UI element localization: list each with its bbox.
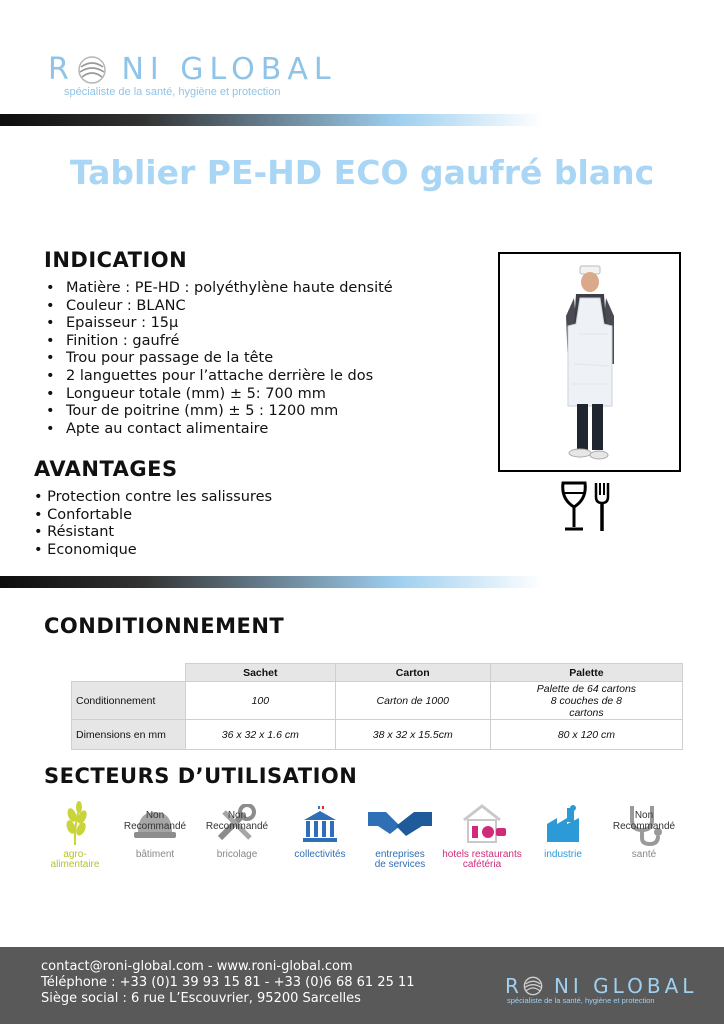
list-item: • Protection contre les salissures <box>34 489 273 505</box>
table-cell: Carton de 1000 <box>335 682 490 720</box>
header-logo <box>48 52 368 102</box>
apron-person-illustration <box>500 254 679 470</box>
footer-address: Siège social : 6 rue L’Escouvrier, 95200 Sarcelles <box>41 991 361 1006</box>
middle-divider-band <box>0 576 724 588</box>
factory-icon <box>543 804 583 844</box>
product-photo <box>498 252 681 472</box>
table-corner <box>72 664 186 682</box>
food-contact-glass-fork-icon <box>560 481 614 533</box>
list-item: • 2 languettes pour l’attache derrière le dos <box>44 368 484 386</box>
logo-tagline: spécialiste de la santé, hygiène et protection <box>64 86 281 98</box>
avantages-list <box>34 489 394 559</box>
sector-agro-alimentaire <box>35 800 115 870</box>
list-item: • Résistant <box>34 524 115 541</box>
top-divider-band <box>0 114 724 126</box>
list-item: • Tour de poitrine (mm) ± 5 : 1200 mm <box>44 403 484 421</box>
footer-contact <box>41 959 415 1007</box>
footer-phone: Téléphone : +33 (0)1 39 93 15 81 - +33 (0)6 68 61 25 11 <box>41 975 415 990</box>
non-recommande-label: Non Recommandé <box>123 810 187 832</box>
table-row <box>72 682 683 720</box>
sector-label: bâtiment <box>135 849 175 860</box>
sector-entreprises-de-services <box>360 800 440 870</box>
list-item: • Confortable <box>34 506 133 523</box>
column-header: Carton <box>335 664 490 682</box>
list-item: • Economique <box>34 541 137 558</box>
indication-heading: INDICATION <box>44 248 188 272</box>
sector-label: collectivités <box>294 849 346 860</box>
table-header-row <box>72 664 683 682</box>
table-cell: 38 x 32 x 15.5cm <box>335 720 490 750</box>
list-item: • Epaisseur : 15µ <box>44 315 484 333</box>
footer-logo-tagline: spécialiste de la santé, hygiène et protection <box>507 996 655 1005</box>
footer-email-web: contact@roni-global.com - www.roni-global.com <box>41 959 353 974</box>
table-cell: 36 x 32 x 1.6 cm <box>186 720 336 750</box>
footer-logo-wordmark: R NI GLOBAL <box>505 974 698 998</box>
sector-industrie <box>523 800 603 860</box>
sector-bricolage <box>197 800 277 860</box>
non-recommande-label: Non Recommandé <box>612 810 676 832</box>
avantages-heading: AVANTAGES <box>34 457 178 481</box>
column-header: Palette <box>490 664 682 682</box>
sector-label: industrie <box>544 849 582 860</box>
secteurs-heading: SECTEURS D’UTILISATION <box>44 764 358 788</box>
sector-batiment <box>115 800 195 860</box>
sector-label: entreprises de services <box>374 849 426 870</box>
table-cell: Palette de 64 cartons 8 couches de 8 cartons <box>490 682 682 720</box>
hotel-restaurant-icon <box>454 802 510 846</box>
list-item: • Finition : gaufré <box>44 333 484 351</box>
wheat-icon <box>60 801 90 847</box>
sector-label: hotels restaurants cafétéria <box>442 849 522 870</box>
table-row <box>72 720 683 750</box>
sector-label: bricolage <box>216 849 258 860</box>
list-item: • Matière : PE-HD : polyéthylène haute densité <box>44 280 484 298</box>
footer-logo <box>505 974 705 1014</box>
list-item: • Longueur totale (mm) ± 5: 700 mm <box>44 386 484 404</box>
page-footer <box>0 947 724 1024</box>
table-cell: 80 x 120 cm <box>490 720 682 750</box>
sector-collectivites <box>280 800 360 860</box>
page-title: Tablier PE-HD ECO gaufré blanc <box>69 153 655 192</box>
handshake-icon <box>366 804 434 844</box>
list-item: • Apte au contact alimentaire <box>44 421 484 439</box>
sector-label: agro- alimentaire <box>50 849 100 870</box>
sector-hotels-restaurants <box>442 800 522 870</box>
conditionnement-table <box>71 663 683 750</box>
conditionnement-heading: CONDITIONNEMENT <box>44 614 285 638</box>
row-header: Dimensions en mm <box>72 720 186 750</box>
indication-list <box>44 280 484 438</box>
row-header: Conditionnement <box>72 682 186 720</box>
list-item: • Trou pour passage de la tête <box>44 350 484 368</box>
footer-logo-globe-icon <box>523 976 543 996</box>
non-recommande-label: Non Recommandé <box>205 810 269 832</box>
logo-wordmark: R NI GLOBAL <box>48 52 337 87</box>
table-cell: 100 <box>186 682 336 720</box>
list-item: • Couleur : BLANC <box>44 298 484 316</box>
town-hall-icon <box>298 804 342 844</box>
column-header: Sachet <box>186 664 336 682</box>
sector-label: santé <box>631 849 657 860</box>
sector-sante <box>604 800 684 860</box>
logo-globe-icon <box>77 55 107 85</box>
